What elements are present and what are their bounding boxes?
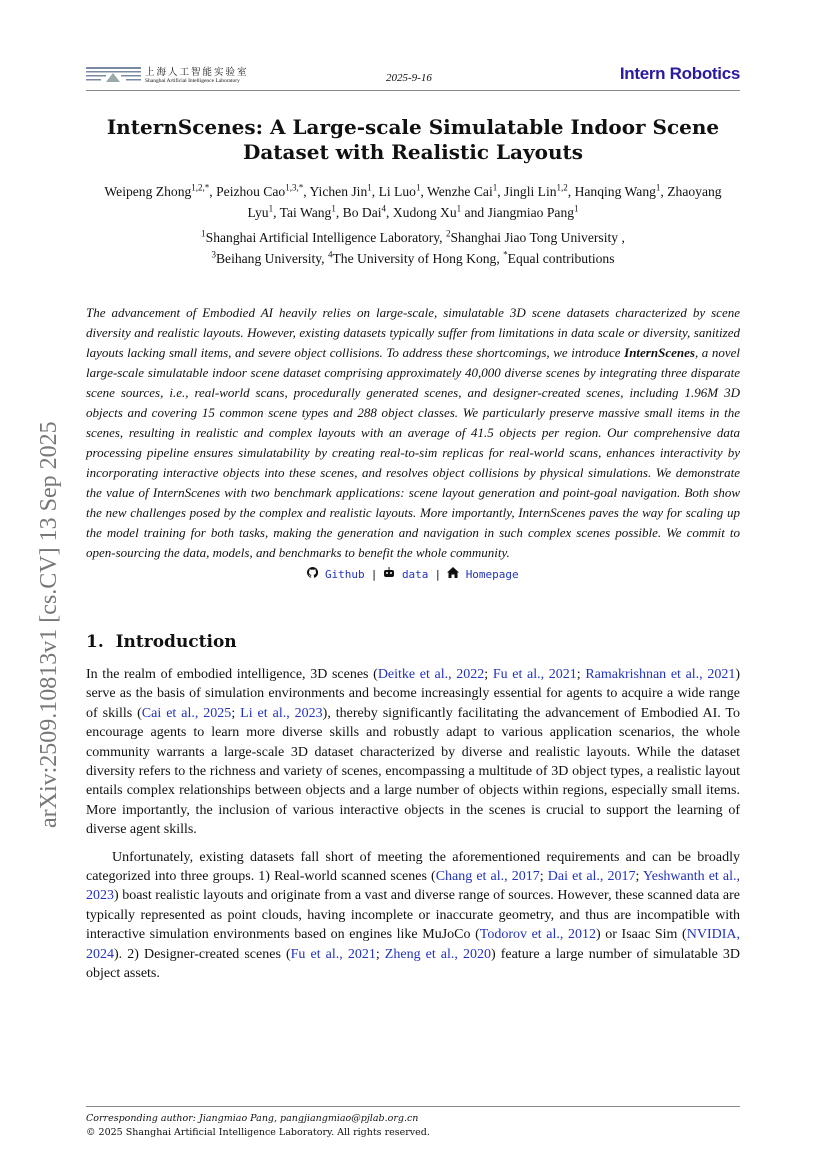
citation-link[interactable]: Cai et al., 2025 [141, 705, 232, 721]
github-link[interactable] [307, 568, 364, 581]
lab-logo [86, 64, 249, 84]
paragraph-text: ; [231, 705, 241, 721]
author [280, 205, 336, 220]
author-affiliation-mark: 1,2 [556, 182, 568, 193]
affiliation-mark: * [503, 249, 508, 260]
author-name: Li Luo [378, 184, 416, 199]
author [488, 205, 579, 220]
citation-link[interactable]: Ramakrishnan et al., 2021 [585, 667, 736, 682]
paragraph [86, 848, 740, 984]
author-name: Jingli Lin [504, 184, 557, 199]
paragraph-text: ) or Isaac Sim ( [596, 927, 687, 943]
author [379, 184, 421, 199]
affiliation [503, 251, 614, 266]
citation-link[interactable]: Todorov et al., 2012 [479, 927, 596, 943]
section-heading [86, 631, 740, 653]
robot-icon [383, 567, 395, 578]
author-affiliation-mark: 4 [381, 203, 387, 214]
affiliation-name: Equal contributions [507, 251, 615, 266]
affiliation-name: Shanghai Artificial Intelligence Laboratory, [205, 230, 443, 245]
author [504, 184, 568, 199]
author-affiliation-mark: 1 [367, 182, 372, 193]
author [309, 184, 371, 199]
citation-link[interactable]: Li et al., 2023 [240, 705, 323, 721]
affiliation-name: The University of Hong Kong, [332, 251, 500, 266]
author-name: Yichen Jin [309, 184, 368, 199]
affiliation [328, 251, 500, 266]
abstract [86, 303, 740, 563]
author-affiliation-mark: 1,2,* [191, 182, 210, 193]
spacer [86, 992, 740, 1012]
author-affiliation-mark: 1 [268, 203, 274, 214]
paragraph-text: ; [576, 667, 586, 682]
author-affiliation-mark: 1 [456, 203, 462, 214]
paragraph-text: ; [375, 946, 385, 962]
data-label: data [401, 568, 429, 581]
lab-name-english: Shanghai Artificial Intelligence Laboratory [145, 78, 240, 84]
author-affiliation-mark: 1 [574, 203, 579, 214]
affiliation-mark: 2 [445, 228, 451, 239]
citation-link[interactable]: Zheng et al., 2020 [384, 946, 491, 962]
introduction-body [86, 665, 740, 992]
author [104, 184, 209, 199]
author [343, 205, 386, 220]
paragraph-text: In the realm of embodied intelligence, 3D scenes ( [86, 667, 378, 682]
abstract-text: The advancement of Embodied AI heavily relies on large-scale, simulatable 3D scene datasets characterized by scene diversity and realistic layouts. However, existing datasets typically suffer from limitations in data scale or diversity, sanitized layouts lacking small items, and severe object collisions. To address these shortcomings, we introduce [86, 305, 740, 360]
paragraph-text: Unfortunately, existing datasets fall short of meeting the aforementioned requirements and can be broadly categorized into three groups. 1) Real-world scanned scenes ( [86, 849, 740, 885]
author-name: Hanqing Wang [574, 184, 656, 199]
author-name: Jiangmiao Pang [487, 205, 575, 220]
corresponding-author: Corresponding author: Jiangmiao Pang, pangjiangmiao@pjlab.org.cn [86, 1113, 419, 1124]
separator: | [434, 568, 442, 581]
citation-link[interactable]: Chang et al., 2017 [435, 869, 540, 885]
affiliation-mark: 1 [201, 228, 206, 239]
affiliation-mark: 4 [327, 249, 333, 260]
paragraph-text: ; [635, 869, 644, 885]
citation-link[interactable]: Fu et al., 2021 [492, 667, 577, 682]
paragraph-text: ; [539, 869, 548, 885]
affiliation-mark: 3 [211, 249, 216, 260]
author-name: Wenzhe Cai [427, 184, 493, 199]
author-affiliation-mark: 1 [415, 182, 421, 193]
header-date: 2025-9-16 [386, 72, 432, 84]
homepage-label: Homepage [465, 568, 519, 581]
paragraph-text: ; [484, 667, 493, 682]
author-name: Tai Wang [279, 205, 332, 220]
affiliation-name: Beihang University, [215, 251, 325, 266]
author-affiliation-mark: 1 [492, 182, 498, 193]
paragraph [86, 665, 740, 840]
affiliations [100, 227, 726, 269]
home-icon [447, 567, 459, 578]
data-link[interactable] [383, 568, 428, 581]
paper-title: InternScenes: A Large-scale Simulatable Indoor Scene Dataset with Realistic Layouts [106, 115, 720, 164]
author [575, 184, 661, 199]
homepage-link[interactable] [447, 568, 519, 581]
author [427, 184, 497, 199]
affiliation [201, 230, 442, 245]
citation-link[interactable]: Yeshwanth et al., 2023 [86, 869, 741, 904]
author-affiliation-mark: 1,3,* [285, 182, 304, 193]
author-name: Peizhou Cao [216, 184, 286, 199]
citation-link[interactable]: Dai et al., 2017 [547, 869, 636, 885]
section-number: 1. [86, 632, 104, 652]
citation-link[interactable]: Fu et al., 2021 [290, 946, 376, 962]
citation-link[interactable]: NVIDIA, 2024 [86, 927, 740, 962]
author [216, 184, 303, 199]
lab-name-chinese: 上海人工智能实验室 [145, 67, 249, 78]
separator: | [370, 568, 378, 581]
github-icon [307, 567, 318, 578]
abstract-dataset-name: InternScenes [624, 345, 695, 360]
intern-robotics-logo: Intern Robotics [619, 64, 740, 83]
page-header [86, 64, 740, 91]
paragraph-text: ), thereby significantly facilitating the advancement of Embodied AI. To encourage agents to learn more diverse skills and robustly adapt to various application scenarios, the whole community warrants a large-scale 3D dataset characterized by diverse and realistic layouts. While the dataset diversity refers to the richness and variety of scenes, encompassing a multitude of 3D object types, a realistic layout entails complex relationships between objects and a large number of objects within regions, especially small items. More importantly, the inclusion of various interactive objects in the scenes is crucial to support the learning of diverse agent skills. [86, 705, 740, 838]
paragraph-text: ) serve as the basis of simulation environments and become increasingly essential for agents to acquire a wide range of skills ( [86, 667, 741, 721]
author [393, 205, 461, 220]
lab-emblem-icon [86, 64, 141, 84]
author-name: Xudong Xu [392, 205, 457, 220]
paragraph-text: ) feature a large number of simulatable 3D object assets. [86, 946, 740, 982]
affiliation [211, 251, 324, 266]
abstract-text-cont: , a novel large-scale simulatable indoor scene dataset comprising approximately 40,000 diverse scenes by integrating three disparate scene sources, i.e., real-world scans, procedurally generated scenes, and designer-created scenes, including 1.96M 3D objects and covering 15 common scene types and 288 object classes. We particularly preserve massive small items in the scenes, resulting in realistic and complex layouts with an average of 41.5 objects per region. Our comprehensive data processing pipeline ensures simulatability by creating real-to-sim replicas for real-world scans, enhances interactivity by incorporating interactive objects into these scenes, and resolves object collisions by physical simulations. We demonstrate the value of InternScenes with two benchmark applications: scene layout generation and point-goal navigation. Both show the new challenges posed by the complex and realistic layouts. More importantly, InternScenes paves the way for scaling up the model training for both tasks, making the generation and navigation in such complex scenes possible. We commit to open-sourcing the data, models, and benchmarks to benefit the whole community. [86, 345, 740, 560]
github-label: Github [324, 568, 365, 581]
author-name: Bo Dai [342, 205, 382, 220]
author-affiliation-mark: 1 [655, 182, 661, 193]
affiliation-name: Shanghai Jiao Tong University , [450, 230, 625, 245]
citation-link[interactable]: Deitke et al., 2022 [377, 667, 485, 682]
footer [86, 1106, 740, 1140]
affiliation [446, 230, 625, 245]
author-affiliation-mark: 1 [331, 203, 336, 214]
author-name: Weipeng Zhong [104, 184, 192, 199]
paragraph-text: ) boast realistic layouts and originate from a vast and diverse range of sources. However, these scanned data are typically represented as point clouds, having incomplete or inaccurate geometry, and thus are incompatible with interactive simulation environments based on engines like MuJoCo ( [86, 888, 740, 943]
copyright: © 2025 Shanghai Artificial Intelligence Laboratory. All rights reserved. [86, 1127, 430, 1138]
author-name: Zhaoyang Lyu [247, 184, 722, 220]
paragraph-text: ). 2) Designer-created scenes ( [114, 946, 291, 962]
author-list: Weipeng Zhong$^{1,2,*}$, Peizhou Cao$^{1,3,*}$, Yichen Jin$^1$, Li Luo$^1$, Wenzhe Cai$^1$, Jingli Lin$^{1,2}$, Hanqing Wang$^1$, Zhaoyang Lyu$^1$, Tai Wang$^1$, Bo Dai$^4$, Xudong Xu$^1$ and Jiangmiao Pang$^1$ [104, 182, 722, 220]
section-title: Introduction [115, 632, 237, 652]
arxiv-identifier[interactable]: arXiv:2509.10813v1 [cs.CV] 13 Sep 2025 [36, 421, 62, 828]
resource-links [86, 567, 740, 583]
